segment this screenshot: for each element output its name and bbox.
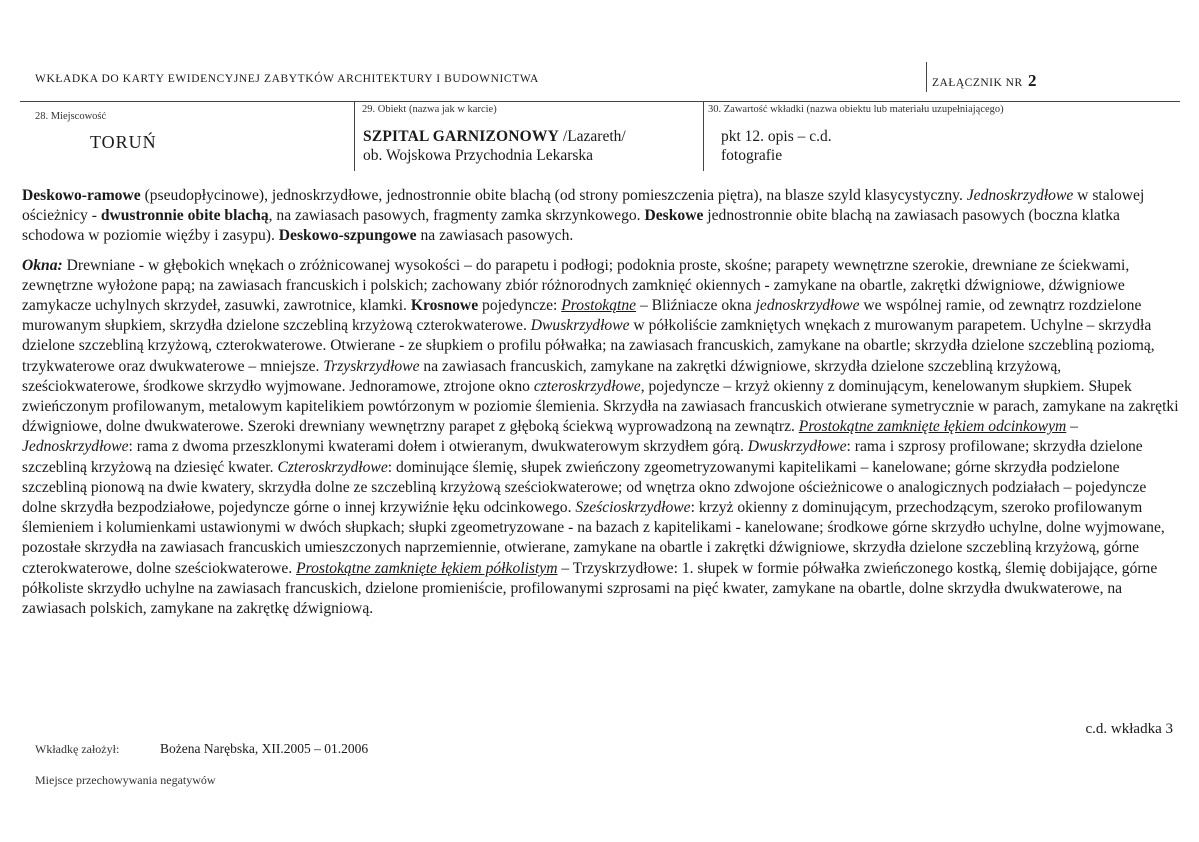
- text-run: Dwuskrzydłowe: [530, 317, 630, 335]
- text-run: – Trzyskrzydłowe: 1. słupek w formie półwałka zwieńczonego kostką, ślemię dobijające, górne półkoliste skrzydło uchylne na zawiasach francuskich, dzielone promieniście, profilowanymi szprosami na pięć kwater, zamykane na obartle, dolne skrzydła dwukwaterowe, na zawiasach polskich, zamykane na zakrętkę dźwigniową.: [22, 559, 1158, 618]
- object-label: 29. Obiekt (nazwa jak w karcie): [362, 104, 497, 115]
- text-run: Jednoskrzydłowe: [966, 187, 1074, 204]
- field-divider-1: [354, 101, 355, 171]
- attachment-number: [932, 71, 1037, 91]
- text-run: Prostokątne zamknięte łękiem półkolistym: [296, 559, 558, 577]
- content-line-1: pkt 12. opis – c.d.: [721, 128, 832, 145]
- locality-value: TORUŃ: [90, 132, 157, 152]
- text-run: – Bliźniacze okna: [636, 297, 756, 315]
- header-divider: [926, 62, 927, 92]
- text-run: Deskowe: [644, 207, 704, 225]
- text-run: pojedyncze:: [478, 297, 562, 315]
- text-run: , pojedyncze – krzyż okienny z dominującym, kenelowanym słupkiem. Słupek zwieńczonym profilowanym, metalowym kapitelikiem powtórzonym w poziomie ślemienia. Skrzydła na zawiasach francuskich otwierane symetrycznie w parach, zamykane na zakrętki dźwigniowe, dolne dwukwaterowe. Szeroki drewniany wewnętrzny parapet z głęboką ściekwą wyprowadzoną na zewnątrz.: [22, 377, 1179, 436]
- description-body: [22, 186, 1180, 619]
- text-run: Drewniane - w głębokich wnękach o zróżnicowanej wysokości – do parapetu i podłogi; podoknia proste, skośne; parapety wewnętrzne szerokie, drewniane ze ściekwami, zewnętrzne wyłożone papą; na zawiasach francuskich i polskich; zachowany zbiór różnorodnych zamknięć okiennych - zamykane na obartle, zakrętki dźwigniowe, dźwigniowe zamykacze uchylnych skrzydeł, zasuwki, zawrotnice, klamki.: [22, 256, 1130, 315]
- text-run: , na zawiasach pasowych, fragmenty zamka skrzynkowego.: [268, 207, 645, 225]
- text-run: : rama z dwoma przeszklonymi kwaterami dołem i otwieranym, dwukwaterowym skrzydłem górą.: [128, 438, 748, 456]
- text-run: jednostronnie obite blachą na zawiasach pasowych (boczna klatka schodowa w poziomie więźby i zasypu).: [22, 207, 1120, 245]
- header-rule: [20, 101, 1180, 102]
- field-divider-2: [703, 101, 704, 171]
- text-run: na zawiasach pasowych.: [416, 227, 574, 245]
- continuation-note: c.d. wkładka 3: [1085, 721, 1173, 737]
- prepared-by-value: Bożena Narębska, XII.2005 – 01.2006: [160, 741, 369, 756]
- negatives-location-label: Miejsce przechowywania negatywów: [35, 773, 216, 787]
- paragraph-windows: [22, 256, 1180, 620]
- text-run: Deskowo-szpungowe: [278, 227, 417, 245]
- text-run: : krzyż okienny z dominującym, przechodzącym, szeroko profilowanym ślemieniem i kolumienkami ustawionymi w dwóch słupkach; słupki zgeometryzowane - na bazach z kapitelikami - kanelowane; środkowe górne skrzydło uchylne, dolne wyjmowane, pozostałe skrzydła na zawiasach francuskich umieszczonych naprzemiennie, otwierane, zamykane na obartle i zakrętki dźwigniowe, skrzydła dzielone szczebliną krzyżową, górne czterokwaterowe, dolne sześciokwaterowe.: [22, 499, 1165, 577]
- text-run: w stalowej ościeżnicy -: [22, 187, 1145, 225]
- text-run: dwustronnie obite blachą: [100, 207, 269, 225]
- content-list: [721, 127, 832, 165]
- attachment-label: ZAŁĄCZNIK NR: [932, 77, 1023, 89]
- text-run: Deskowo-ramowe: [22, 187, 141, 204]
- text-run: we wspólnej ramie, od zewnątrz rozdzielone murowanym słupkiem, skrzydła dzielone szczebliną krzyżową czterokwaterowe.: [22, 297, 1142, 335]
- text-run: na zawiasach francuskich, zamykane na zakrętki dźwigniowe, skrzydła dzielone szczebliną krzyżową, sześciokwaterowe, środkowe skrzydło wyjmowane. Jednoramowe, ztrojone okno: [22, 357, 1062, 395]
- text-run: Jednoskrzydłowe: [22, 438, 129, 456]
- text-run: Okna:: [22, 256, 63, 274]
- object-name-rest: /Lazareth/: [559, 128, 626, 145]
- object-name-bold: SZPITAL GARNIZONOWY: [363, 128, 560, 145]
- text-run: Krosnowe: [410, 297, 479, 315]
- text-run: jednoskrzydłowe: [755, 297, 860, 315]
- text-run: Sześcioskrzydłowe: [575, 499, 691, 517]
- object-name: [363, 127, 626, 165]
- text-run: Prostokątne zamknięte łękiem odcinkowym: [798, 418, 1067, 436]
- text-run: Prostokątne: [561, 297, 637, 315]
- text-run: Czteroskrzydłowe: [277, 458, 388, 476]
- text-run: czteroskrzydłowe: [533, 377, 641, 395]
- content-label: 30. Zawartość wkładki (nazwa obiektu lub materiału uzupełniającego): [708, 104, 1004, 115]
- text-run: w półkoliście zamkniętych wnękach z murowanym parapetem. Uchylne – skrzydła dzielone szczebliną krzyżową, czterokwaterowe. Otwierane - ze słupkiem o profilu półwałka; na zawiasach francuskich, zamykane na obartle; skrzydła dzielone szczebliną poziomą, trzykwaterowe oraz dwukwaterowe – mniejsze.: [22, 317, 1155, 375]
- locality-label: 28. Miejscowość: [35, 111, 107, 122]
- paragraph-doors: [22, 186, 1180, 247]
- text-run: : dominujące ślemię, słupek zwieńczony zgeometryzowanymi kapitelikami – kanelowane; górne skrzydła podzielone szczebliną pionową na dwie kwatery, skrzydła dolne ze szczebliną krzyżową sześciokwaterowe; od wnętrza okno zdwojone ościeżnicowe o analogicznych podziałach – pojedyncze dolne skrzydła bezpodziałowe, pojedyncze górne o innej krzywiźnie łęku odcinkowego.: [22, 458, 1147, 517]
- attachment-number-value: 2: [1028, 71, 1038, 90]
- text-run: –: [1066, 418, 1078, 436]
- prepared-by-label: Wkładkę założył:: [35, 742, 120, 756]
- text-run: : rama i szprosy profilowane; skrzydła dzielone szczebliną krzyżową na dziesięć kwater.: [22, 438, 1143, 476]
- content-line-2: fotografie: [721, 147, 783, 164]
- text-run: (pseudopłycinowe), jednoskrzydłowe, jednostronnie obite blachą (od strony pomieszczenia piętra), na blasze szyld klasycystyczny.: [140, 187, 967, 204]
- text-run: Dwuskrzydłowe: [747, 438, 847, 456]
- form-title: WKŁADKA DO KARTY EWIDENCYJNEJ ZABYTKÓW ARCHITEKTURY I BUDOWNICTWA: [35, 73, 539, 85]
- text-run: Trzyskrzydłowe: [323, 357, 420, 375]
- object-name-line2: ob. Wojskowa Przychodnia Lekarska: [363, 147, 594, 164]
